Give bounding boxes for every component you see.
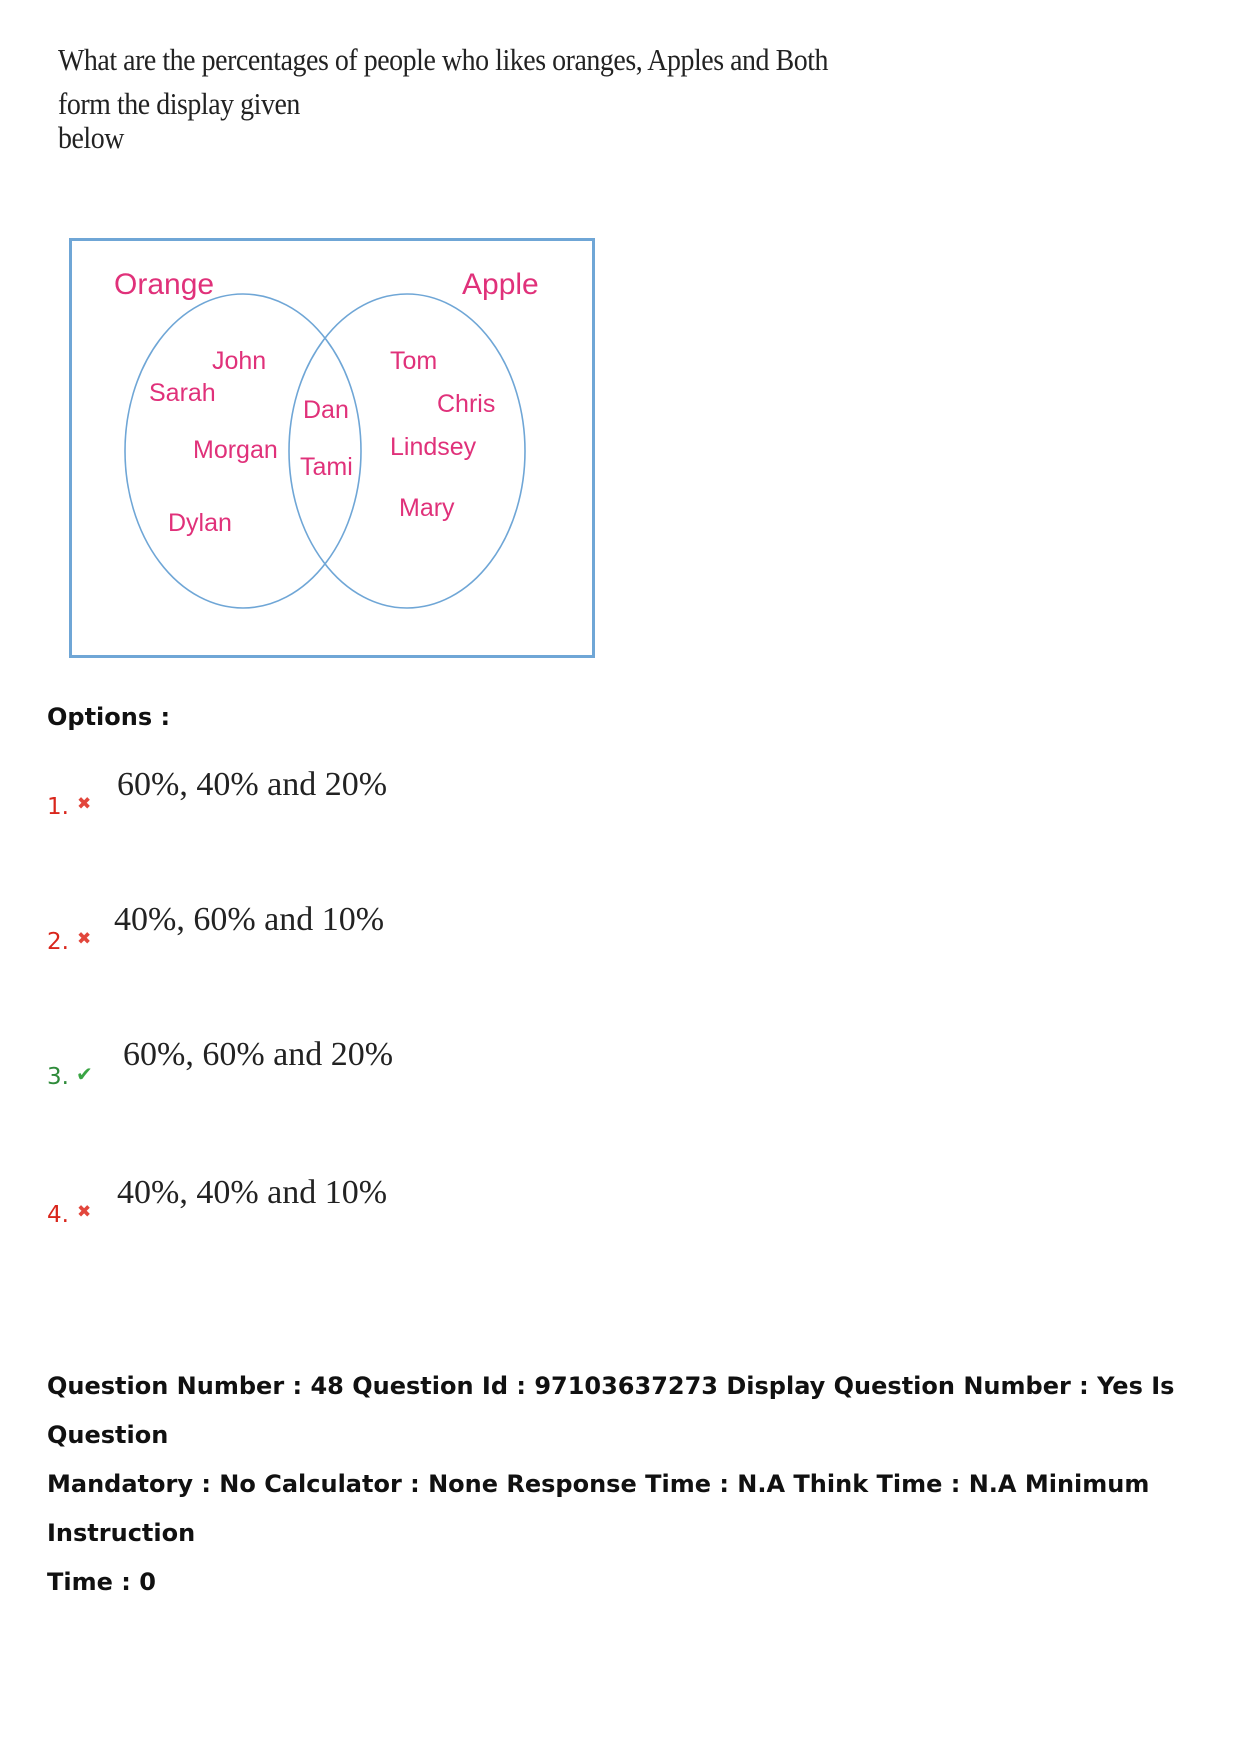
option-1[interactable] (47, 766, 547, 826)
venn-name-morgan: Morgan (193, 436, 278, 464)
cross-icon: ✖ (77, 929, 92, 949)
question-metadata (47, 1362, 1207, 1607)
metadata-line-1: Question Number : 48 Question Id : 97103637273 Display Question Number : Yes Is Question (47, 1372, 1175, 1449)
option-3[interactable] (47, 1036, 547, 1096)
option-text: 60%, 40% and 20% (117, 766, 388, 803)
option-2[interactable] (47, 901, 547, 961)
venn-name-tami: Tami (300, 453, 353, 481)
check-icon: ✔ (76, 1062, 93, 1086)
question-text (58, 38, 868, 194)
option-4[interactable] (47, 1174, 547, 1234)
cross-icon: ✖ (77, 794, 92, 814)
venn-name-dan: Dan (303, 396, 349, 424)
option-number: 4. (47, 1202, 69, 1228)
apple-label: Apple (462, 268, 539, 301)
option-text: 40%, 60% and 10% (114, 901, 385, 938)
venn-name-tom: Tom (390, 347, 438, 375)
venn-name-john: John (212, 347, 267, 375)
venn-name-sarah: Sarah (149, 379, 216, 407)
question-line-1: What are the percentages of people who likes oranges, Apples and Both form the display given (58, 42, 829, 121)
option-number: 1. (47, 794, 69, 820)
option-text: 60%, 60% and 20% (123, 1036, 394, 1073)
venn-name-dylan: Dylan (168, 509, 232, 537)
venn-svg (72, 241, 592, 655)
orange-label: Orange (114, 268, 215, 301)
metadata-line-2: Mandatory : No Calculator : None Response Time : N.A Think Time : N.A Minimum Instruction (47, 1470, 1150, 1547)
venn-name-mary: Mary (399, 494, 455, 522)
question-line-2: below (58, 120, 124, 155)
venn-name-lindsey: Lindsey (390, 433, 477, 461)
venn-name-chris: Chris (437, 390, 496, 418)
cross-icon: ✖ (77, 1202, 92, 1222)
options-heading: Options : (47, 703, 171, 731)
venn-diagram (69, 238, 595, 658)
option-number: 2. (47, 929, 69, 955)
option-text: 40%, 40% and 10% (117, 1174, 388, 1211)
metadata-line-3: Time : 0 (47, 1568, 156, 1596)
option-number: 3. (47, 1064, 69, 1090)
